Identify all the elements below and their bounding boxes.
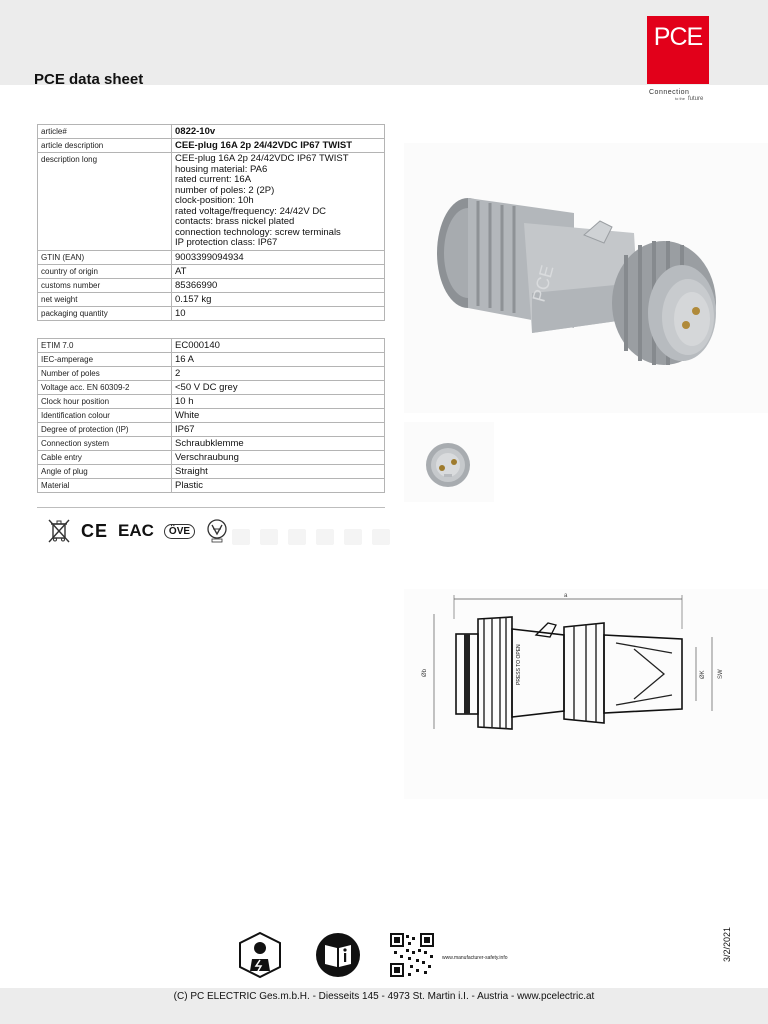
spec-label: description long [38,153,172,251]
dim-a-label: a [564,593,568,599]
table-row [38,353,385,367]
page-title: PCE data sheet [34,71,144,88]
table-row [38,479,385,493]
etim-label: ETIM 7.0 [38,339,172,353]
table-row [38,395,385,409]
dim-b-label: Øb [422,668,428,677]
spec-value: 9003399094934 [172,250,385,264]
table-row [38,367,385,381]
spec-value: 0822-10v [172,125,385,139]
document-date: 3/2/2021 [722,926,732,962]
desc-line: CEE-plug 16A 2p 24/42VDC IP67 TWIST [175,153,349,164]
etim-value: Straight [172,465,385,479]
table-row [38,250,385,264]
dim-k-label: ØK [700,670,706,679]
table-row [38,125,385,139]
section-divider [37,507,385,508]
table-row [38,306,385,320]
table-row [38,264,385,278]
etim-label: Degree of protection (IP) [38,423,172,437]
desc-line: contacts: brass nickel plated [175,216,295,227]
logo-text: PCE [653,23,703,51]
dim-sw-label: SW [718,669,724,679]
press-to-open-label: PRESS TO OPEN [516,644,522,685]
spec-label: GTIN (EAN) [38,250,172,264]
spec-label: country of origin [38,264,172,278]
etim-label: Cable entry [38,451,172,465]
etim-table [37,338,385,493]
plug-face-image [404,422,494,507]
table-row [38,339,385,353]
svg-text:PCE: PCE [528,263,558,305]
etim-value: EC000140 [172,339,385,353]
read-manual-icon [314,931,362,984]
desc-line: clock-position: 10h [175,195,254,206]
electrician-warning-icon [236,931,284,984]
qr-code-icon [390,933,434,982]
spec-value: 10 [172,306,385,320]
spec-value: 0.157 kg [172,292,385,306]
etim-label: IEC-amperage [38,353,172,367]
table-row [38,292,385,306]
etim-value: White [172,409,385,423]
table-row [38,423,385,437]
etim-value: 16 A [172,353,385,367]
desc-line: number of poles: 2 (2P) [175,184,275,196]
dimension-drawing [404,589,768,804]
etim-value: Schraubklemme [172,437,385,451]
spec-value: 85366990 [172,278,385,292]
weee-bin-icon [47,518,71,544]
spec-value: CEE-plug 16A 2p 24/42VDC IP67 TWIST [172,139,385,153]
ove-mark-text: ÖVE [168,525,191,537]
spec-label: packaging quantity [38,306,172,320]
table-row [38,153,385,251]
etim-label: Connection system [38,437,172,451]
table-row [38,451,385,465]
certification-marks [47,518,229,544]
specification-table [37,124,385,321]
table-row [38,465,385,479]
pce-logo [647,16,709,84]
spec-value: AT [172,264,385,278]
etim-value: Plastic [172,479,385,493]
spec-label: article# [38,125,172,139]
etim-label: Voltage acc. EN 60309-2 [38,381,172,395]
product-image [404,143,768,418]
eac-mark-icon [118,521,154,541]
etim-label: Number of poles [38,367,172,381]
logo-tagline-future [675,96,703,102]
spec-label: article description [38,139,172,153]
tagline-to-the: to the [675,96,686,101]
etim-label: Material [38,479,172,493]
table-row [38,381,385,395]
spec-label: customs number [38,278,172,292]
etim-label: Clock hour position [38,395,172,409]
manufacturer-safety-url[interactable]: www.manufacturer-safety.info [442,954,508,961]
ce-mark-icon [81,521,108,542]
safety-info-row [236,931,508,984]
desc-line: rated current: 16A [175,174,252,185]
etim-label: Angle of plug [38,465,172,479]
ove-mark-icon [164,524,195,539]
table-row [38,437,385,451]
etim-value: 2 [172,367,385,381]
desc-line: rated voltage/frequency: 24/42V DC [175,205,327,217]
table-row [38,409,385,423]
etim-value: 10 h [172,395,385,409]
etim-label: Identification colour [38,409,172,423]
desc-line: housing material: PA6 [175,163,268,175]
faded-marks-image [232,525,392,554]
safety-approval-icon [205,518,229,544]
logo-tagline-connection: Connection [649,89,690,96]
footer-company-info: (C) PC ELECTRIC Ges.m.b.H. - Diesseits 145 - 4973 St. Martin i.I. - Austria - www.pcelectric.at [173,991,595,1002]
ce-mark-text: CE [81,520,109,541]
tagline-future-word: future [688,96,704,102]
desc-line: connection technology: screw terminals [175,226,341,238]
description-long [172,153,385,251]
etim-value: IP67 [172,423,385,437]
desc-line: IP protection class: IP67 [175,237,278,248]
eac-mark-text: EAC [118,521,154,540]
table-row [38,278,385,292]
etim-value: <50 V DC grey [172,381,385,395]
etim-value: Verschraubung [172,451,385,465]
spec-label: net weight [38,292,172,306]
table-row [38,139,385,153]
